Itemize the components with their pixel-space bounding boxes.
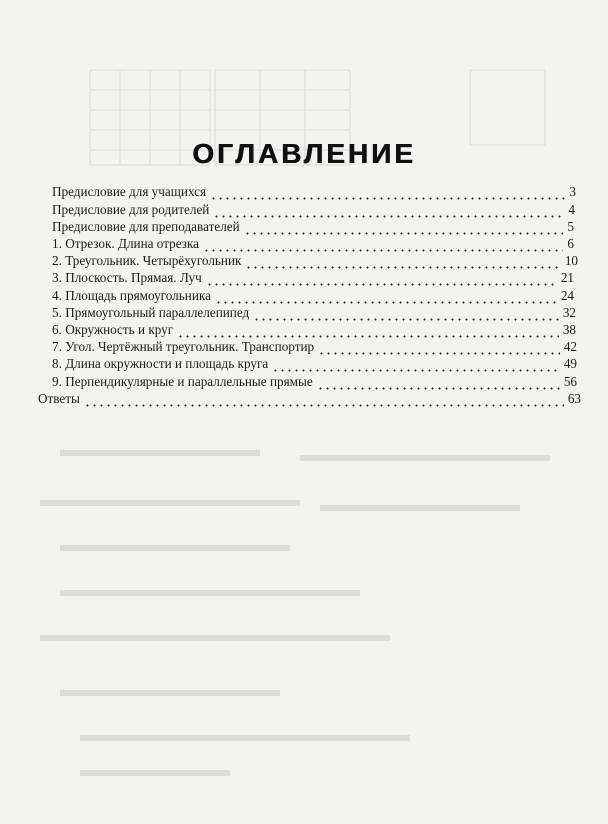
dot-leader (272, 362, 560, 372)
toc-entry-page: 21 (560, 270, 574, 285)
toc-entry (52, 322, 576, 338)
toc-entry-page: 3 (569, 184, 576, 199)
toc-entry-page: 49 (563, 356, 577, 371)
toc-entry-page: 38 (562, 322, 576, 337)
dot-leader (244, 225, 564, 235)
toc-entry-page: 32 (562, 305, 576, 320)
toc-entry (52, 184, 576, 200)
toc-entry-page: 63 (567, 391, 581, 406)
dot-leader (253, 311, 559, 321)
toc-entry-label: 5. Прямоугольный параллелепипед (52, 305, 250, 320)
toc-entry-label: 2. Треугольник. Четырёхугольник (52, 253, 242, 268)
toc-entry-label: Предисловие для учащихся (52, 184, 207, 199)
dot-leader (84, 397, 564, 407)
toc-entry (52, 219, 574, 235)
dot-leader (317, 380, 560, 390)
toc-entry-page: 6 (567, 236, 574, 251)
dot-leader (210, 190, 565, 200)
toc-entry (52, 270, 574, 286)
toc-entry (52, 236, 574, 252)
dot-leader (318, 345, 560, 355)
toc-entry-page: 42 (563, 339, 577, 354)
toc-entry (38, 391, 581, 407)
toc-entry (52, 356, 577, 372)
toc-entry (52, 339, 577, 355)
toc-entry (52, 288, 574, 304)
toc-entry-label: 8. Длина окружности и площадь круга (52, 356, 269, 371)
toc-entry-page: 24 (560, 288, 574, 303)
toc-entry-page: 5 (567, 219, 574, 234)
dot-leader (206, 276, 557, 286)
toc-entry-page: 10 (564, 253, 578, 268)
toc-entry-label: 4. Площадь прямоугольника (52, 288, 211, 303)
toc-entry-label: Ответы (38, 391, 80, 406)
dot-leader (177, 328, 559, 338)
toc-entry-page: 56 (563, 374, 577, 389)
toc-entry-label: 1. Отрезок. Длина отрезка (52, 236, 200, 251)
toc-entry-label: 6. Окружность и круг (52, 322, 174, 337)
toc-entry-label: 7. Угол. Чертёжный треугольник. Транспортир (52, 339, 315, 354)
dot-leader (203, 242, 563, 252)
page-title: ОГЛАВЛЕНИЕ (192, 138, 416, 169)
toc-entry-label: Предисловие для родителей (52, 202, 210, 217)
toc-entry-label: Предисловие для преподавателей (52, 219, 240, 234)
dot-leader (215, 294, 557, 304)
toc-entry (52, 202, 575, 218)
dot-leader (213, 208, 564, 218)
dot-leader (245, 259, 560, 269)
toc-entry (52, 305, 576, 321)
toc-entry-page: 4 (568, 202, 575, 217)
toc-entry-label: 9. Перпендикулярные и параллельные прямые (52, 374, 313, 389)
toc-entry (52, 374, 577, 390)
toc-entry-label: 3. Плоскость. Прямая. Луч (52, 270, 202, 285)
toc-entry (52, 253, 578, 269)
